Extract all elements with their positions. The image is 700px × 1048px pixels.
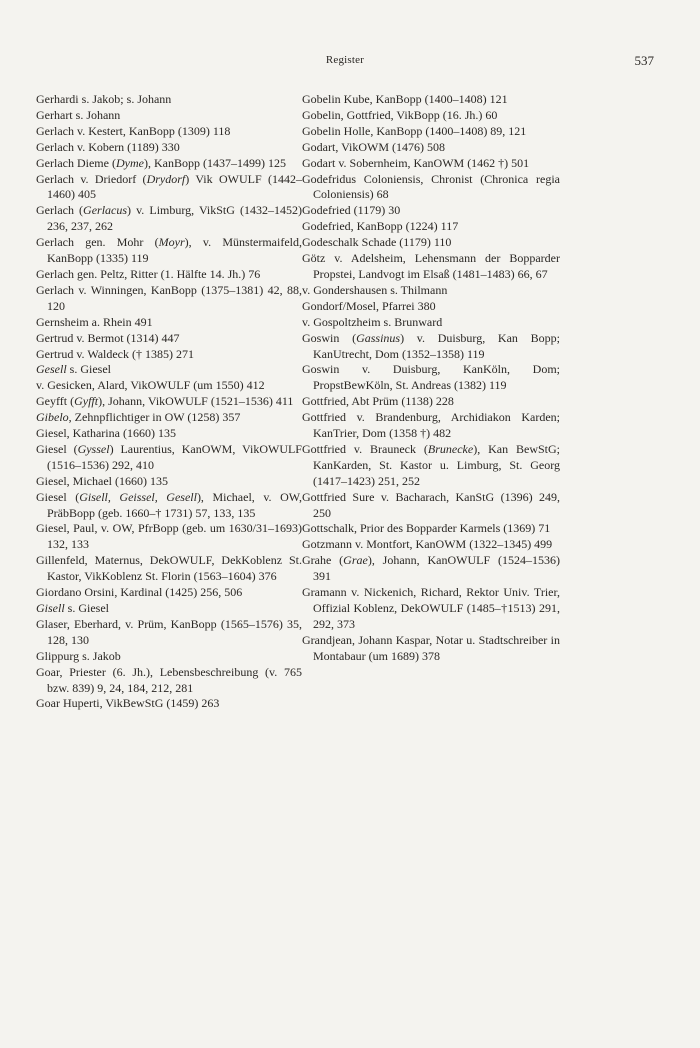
entry-text: Gobelin, Gottfried, VikBopp (16. Jh.) 60 xyxy=(302,107,498,122)
index-entry xyxy=(36,665,302,697)
entry-text: Gerhart s. Johann xyxy=(36,107,121,122)
index-entry xyxy=(36,601,302,617)
index-entry xyxy=(302,124,560,140)
entry-text: Gotzmann v. Montfort, KanOWM (1322–1345) 499 xyxy=(302,537,553,552)
index-entry xyxy=(302,172,560,204)
index-entry xyxy=(36,140,302,156)
entry-text: Giesel, Michael (1660) 135 xyxy=(36,473,168,488)
entry-text: Gondorf/Mosel, Pfarrei 380 xyxy=(302,298,436,313)
entry-text: Grandjean, Johann Kaspar, Notar u. Stadtschreiber in Montabaur (um 1689) 378 xyxy=(302,632,560,663)
entry-text: Gobelin Kube, KanBopp (1400–1408) 121 xyxy=(302,92,508,106)
entry-italic-text: Gibelo xyxy=(36,410,69,425)
index-entry xyxy=(302,235,560,251)
index-entry xyxy=(302,633,560,665)
index-entry xyxy=(36,92,302,108)
index-entry xyxy=(36,521,302,553)
entry-text: s. Giesel xyxy=(66,362,111,377)
index-entry xyxy=(36,553,302,585)
entry-text: Gerhardi s. Jakob; s. Johann xyxy=(36,92,172,106)
entry-text: s. Giesel xyxy=(64,601,109,615)
entry-text: , Zehnpflichtiger in OW (1258) 357 xyxy=(68,410,241,425)
entry-text: Gerlach Dieme ( xyxy=(36,155,116,170)
index-entry xyxy=(302,299,560,315)
index-entry xyxy=(302,394,560,410)
entry-italic-text: Brunecke xyxy=(427,441,474,456)
index-entry xyxy=(36,124,302,140)
index-entry xyxy=(302,283,560,299)
entry-text: Gerlach v. Kestert, KanBopp (1309) 118 xyxy=(36,123,231,138)
entry-text: Goswin v. Duisburg, KanKöln, Dom; PropstBewKöln, St. Andreas (1382) 119 xyxy=(302,362,560,393)
index-entry xyxy=(302,108,560,124)
index-entry xyxy=(36,203,302,235)
entry-text: Gernsheim a. Rhein 491 xyxy=(36,314,153,329)
index-entry xyxy=(302,156,560,172)
entry-text: ) Laurentius, KanOWM, VikOWULF (1516–1536) 292, 410 xyxy=(47,441,302,472)
entry-text: ), Johann, VikOWULF (1521–1536) 411 xyxy=(98,394,294,409)
index-entry xyxy=(36,394,302,410)
index-entry xyxy=(36,267,302,283)
entry-text: Gottfried v. Brauneck ( xyxy=(302,441,428,456)
entry-text: v. Gospoltzheim s. Brunward xyxy=(302,314,443,329)
entry-text: Gertrud v. Bermot (1314) 447 xyxy=(36,330,180,345)
page-header xyxy=(36,54,654,70)
entry-italic-text: Gassinus xyxy=(356,330,401,345)
entry-text: ) Vik OWULF (1442–1460) 405 xyxy=(47,171,302,202)
entry-text: Godart, VikOWM (1476) 508 xyxy=(302,139,446,154)
entry-text: ), KanBopp (1437–1499) 125 xyxy=(143,155,286,170)
index-entry xyxy=(302,537,560,553)
index-entry xyxy=(302,92,560,108)
entry-text: Gerlach gen. Peltz, Ritter (1. Hälfte 14. Jh.) 76 xyxy=(36,266,261,281)
entry-italic-text: Grae xyxy=(343,553,368,568)
running-head: Register xyxy=(325,54,365,66)
index-entry xyxy=(36,315,302,331)
index-entry xyxy=(36,172,302,204)
entry-italic-text: Gyfft xyxy=(74,394,99,409)
index-entry xyxy=(36,696,302,712)
index-entry xyxy=(36,362,302,378)
index-entry xyxy=(302,490,560,522)
entry-text: ), Michael, v. OW, PräbBopp (geb. 1660–† 1731) 57, 133, 135 xyxy=(47,489,302,520)
entry-text: ), Kan BewStG; KanKarden, St. Kastor u. Limburg, St. Georg (1417–1423) 251, 252 xyxy=(313,441,560,488)
entry-text: Goar Huperti, VikBewStG (1459) 263 xyxy=(36,696,220,711)
entry-text: Götz v. Adelsheim, Lehensmann der Bopparder Propstei, Landvogt im Elsaß (1481–1483) 66, 67 xyxy=(302,251,560,281)
index-entry xyxy=(302,251,560,283)
entry-text: Geyfft ( xyxy=(36,394,75,409)
entry-italic-text: Gerlacus xyxy=(83,203,128,218)
index-entry xyxy=(302,585,560,633)
index-entry xyxy=(36,617,302,649)
entry-text: Gottfried, Abt Prüm (1138) 228 xyxy=(302,394,454,409)
entry-text: Gottschalk, Prior des Bopparder Karmels (1369) 71 xyxy=(302,521,551,536)
entry-text: v. Gesicken, Alard, VikOWULF (um 1550) 412 xyxy=(36,378,265,393)
index-entry xyxy=(36,585,302,601)
index-entry xyxy=(302,203,560,219)
entry-text: Gramann v. Nickenich, Richard, Rektor Univ. Trier, Offizial Koblenz, DekOWULF (1485–†1513) 291, 292, 373 xyxy=(302,585,560,631)
index-entry xyxy=(302,442,560,490)
entry-text: Gerlach v. Kobern (1189) 330 xyxy=(36,139,180,154)
entry-text: Godefried (1179) 30 xyxy=(302,203,401,218)
index-entry xyxy=(302,315,560,331)
entry-text: Gerlach gen. Mohr ( xyxy=(36,235,159,250)
index-entry xyxy=(302,410,560,442)
entry-text: Grahe ( xyxy=(302,553,344,568)
entry-italic-text: Gisell xyxy=(36,601,65,615)
entry-text: Godefridus Coloniensis, Chronist (Chronica regia Coloniensis) 68 xyxy=(302,171,560,202)
index-entry xyxy=(36,108,302,124)
index-entry xyxy=(36,442,302,474)
entry-text: ) v. Duisburg, Kan Bopp; KanUtrecht, Dom (1352–1358) 119 xyxy=(313,330,560,361)
entry-text: v. Gondershausen s. Thilmann xyxy=(302,282,448,297)
entry-italic-text: Gyssel xyxy=(77,441,110,456)
index-entry xyxy=(36,426,302,442)
entry-italic-text: Dyme xyxy=(115,155,144,170)
entry-text: Gerlach ( xyxy=(36,203,84,218)
index-column-right xyxy=(302,92,560,665)
entry-text: Godeschalk Schade (1179) 110 xyxy=(302,235,452,250)
entry-italic-text: Gisell, Geissel, Gesell xyxy=(79,489,197,504)
entry-text: Giesel ( xyxy=(36,441,78,456)
entry-text: Giordano Orsini, Kardinal (1425) 256, 506 xyxy=(36,585,243,600)
index-entry xyxy=(36,378,302,394)
index-entry xyxy=(302,362,560,394)
entry-text: ), Johann, KanOWULF (1524–1536) 391 xyxy=(313,553,560,584)
entry-text: Godart v. Sobernheim, KanOWM (1462 †) 501 xyxy=(302,155,530,170)
entry-text: ), v. Münstermaifeld, KanBopp (1335) 119 xyxy=(47,235,302,266)
index-entry xyxy=(36,649,302,665)
index-entry xyxy=(302,219,560,235)
entry-text: ) v. Limburg, VikStG (1432–1452) 236, 237, 262 xyxy=(47,203,302,234)
entry-text: Godefried, KanBopp (1224) 117 xyxy=(302,219,459,234)
entry-text: Giesel, Paul, v. OW, PfrBopp (geb. um 1630/31–1693) 132, 133 xyxy=(36,521,302,552)
entry-italic-text: Gesell xyxy=(36,362,67,377)
entry-text: Gertrud v. Waldeck († 1385) 271 xyxy=(36,346,194,361)
index-column-left xyxy=(36,92,302,712)
index-entry xyxy=(36,156,302,172)
entry-text: Glaser, Eberhard, v. Prüm, KanBopp (1565–1576) 35, 128, 130 xyxy=(36,616,302,647)
index-entry xyxy=(36,490,302,522)
entry-text: Goswin ( xyxy=(302,330,357,345)
index-entry xyxy=(36,347,302,363)
entry-text: Gottfried Sure v. Bacharach, KanStG (1396) 249, 250 xyxy=(302,489,560,520)
index-entry xyxy=(36,283,302,315)
index-entry xyxy=(36,410,302,426)
index-entry xyxy=(36,331,302,347)
index-entry xyxy=(302,331,560,363)
index-entry xyxy=(302,553,560,585)
page-number: 537 xyxy=(634,53,654,68)
index-entry xyxy=(302,140,560,156)
entry-text: Goar, Priester (6. Jh.), Lebensbeschreibung (v. 765 bzw. 839) 9, 24, 184, 212, 281 xyxy=(36,664,302,695)
entry-text: Gobelin Holle, KanBopp (1400–1408) 89, 121 xyxy=(302,123,527,138)
index-entry xyxy=(302,521,560,537)
entry-text: Gerlach v. Driedorf ( xyxy=(36,171,147,186)
entry-italic-text: Moyr xyxy=(158,235,185,250)
entry-text: Giesel, Katharina (1660) 135 xyxy=(36,426,176,441)
index-entry xyxy=(36,474,302,490)
index-entry xyxy=(36,235,302,267)
entry-text: Glippurg s. Jakob xyxy=(36,648,121,663)
entry-text: Giesel ( xyxy=(36,489,80,504)
entry-text: Gottfried v. Brandenburg, Archidiakon Karden; KanTrier, Dom (1358 †) 482 xyxy=(302,410,560,441)
entry-text: Gillenfeld, Maternus, DekOWULF, DekKoblenz St. Kastor, VikKoblenz St. Florin (1563–1604) 376 xyxy=(36,553,302,584)
entry-italic-text: Drydorf xyxy=(146,171,186,186)
entry-text: Gerlach v. Winningen, KanBopp (1375–1381) 42, 88, 120 xyxy=(36,282,302,313)
